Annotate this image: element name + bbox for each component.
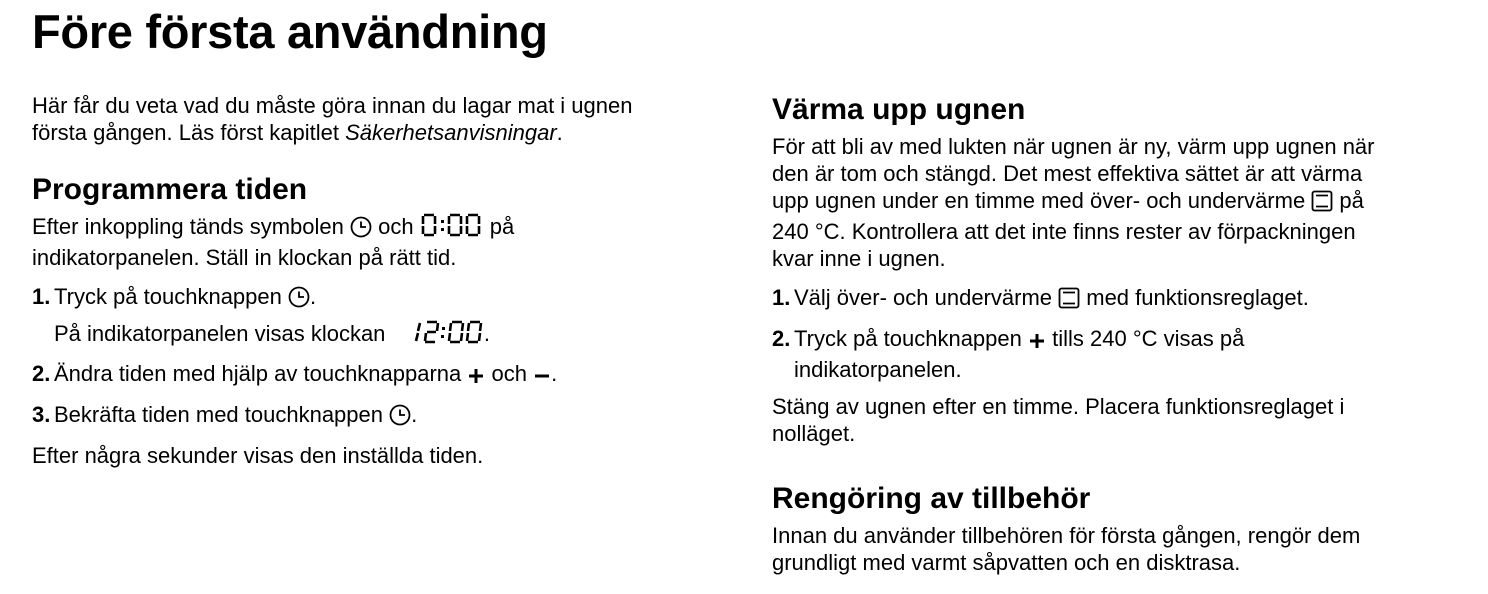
plus-icon [1028,329,1046,356]
step-text [54,360,557,391]
cleaning-line2: grundligt med varmt såpvatten och en disktrasa. [772,550,1241,575]
intro-line2a: första gången. Läs först kapitlet [32,120,346,145]
step-3-text: Bekräfta tiden med touchknappen [54,402,390,427]
top-bottom-heat-icon [1058,287,1080,315]
cleaning-line1: Innan du använder tillbehören för första gången, rengör dem [772,523,1361,548]
section-title-programmera: Programmera tiden [32,173,308,206]
preheat-line5: kvar inne i ugnen. [772,246,946,271]
step-text [794,325,1244,383]
preheat-paragraph [772,133,1472,272]
step-text [54,401,417,432]
step-2-text-a: Ändra tiden med hjälp av touchknapparna [54,361,468,386]
right-step-1 [772,284,1472,315]
after-steps-paragraph [772,393,1472,447]
lcd-display-0-00 [420,213,484,243]
intro-line1: Här får du veta vad du måste göra innan du lagar mat i ugnen [32,93,633,118]
step-text [794,284,1309,315]
right-step-1-text-b: med funktionsreglaget. [1080,285,1309,310]
closing-text: Efter några sekunder visas den inställda tiden. [32,443,484,468]
intro-chapter-ref: Säkerhetsanvisningar [345,120,557,145]
preheat-line3b: på [1333,188,1364,213]
step-number: 3. [32,402,51,427]
switch-on-paragraph [32,213,732,271]
step-2-end: . [551,361,558,386]
top-bottom-heat-icon [1311,190,1333,218]
step-1-text: Tryck på touchknappen [54,284,288,309]
step-text [54,283,316,314]
after-steps-line1: Stäng av ugnen efter en timme. Placera funktionsreglaget i [772,394,1345,419]
step-3 [32,401,732,432]
step-3-end: . [411,402,418,427]
step-1-end: . [310,284,317,309]
switch-on-line2: indikatorpanelen. Ställ in klockan på rätt tid. [32,245,457,270]
right-step-2-text-a: Tryck på touchknappen [794,326,1028,351]
right-step-1-text-a: Välj över- och undervärme [794,285,1059,310]
left-column [32,92,732,469]
right-column [772,92,1472,576]
plus-icon [467,364,485,391]
step-number: 1. [32,284,51,309]
step-1-result [32,320,732,350]
clock-icon [389,404,411,432]
section-title-rengoring: Rengöring av tillbehör [772,482,1091,515]
intro-line2b: . [556,120,563,145]
step-number: 2. [32,361,51,386]
switch-on-text-c: på [483,214,515,239]
after-steps-line2: nolläget. [772,421,856,446]
minus-icon [533,364,551,391]
step-1-result-end: . [483,321,490,346]
step-2-text-b: och [485,361,534,386]
preheat-line1: För att bli av med lukten när ugnen är ny, värm upp ugnen när [772,134,1375,159]
switch-on-text-a: Efter inkoppling tänds symbolen [32,214,350,239]
switch-on-text-b: och [371,214,420,239]
step-number: 1. [772,285,791,310]
preheat-line2: den är tom och stängd. Det mest effektiva sättet är att värma [772,161,1363,186]
step-1 [32,283,732,314]
step-2 [32,360,732,391]
step-1-result-text: På indikatorpanelen visas klockan [54,321,392,346]
right-step-2 [772,325,1472,383]
intro-paragraph [32,92,732,146]
clock-icon [350,216,372,244]
page-title: Före första användning [32,5,548,58]
section-title-varma: Värma upp ugnen [772,93,1026,126]
lcd-display-12-00 [410,320,484,350]
preheat-line4: 240 °C. Kontrollera att det inte finns rester av förpackningen [772,219,1356,244]
clock-icon [288,286,310,314]
preheat-line3a: upp ugnen under en timme med över- och undervärme [772,188,1312,213]
right-step-2-text-b: tills 240 °C visas på [1046,326,1245,351]
right-step-2-line2: indikatorpanelen. [794,357,962,382]
step-number: 2. [772,326,791,351]
cleaning-paragraph [772,522,1472,576]
